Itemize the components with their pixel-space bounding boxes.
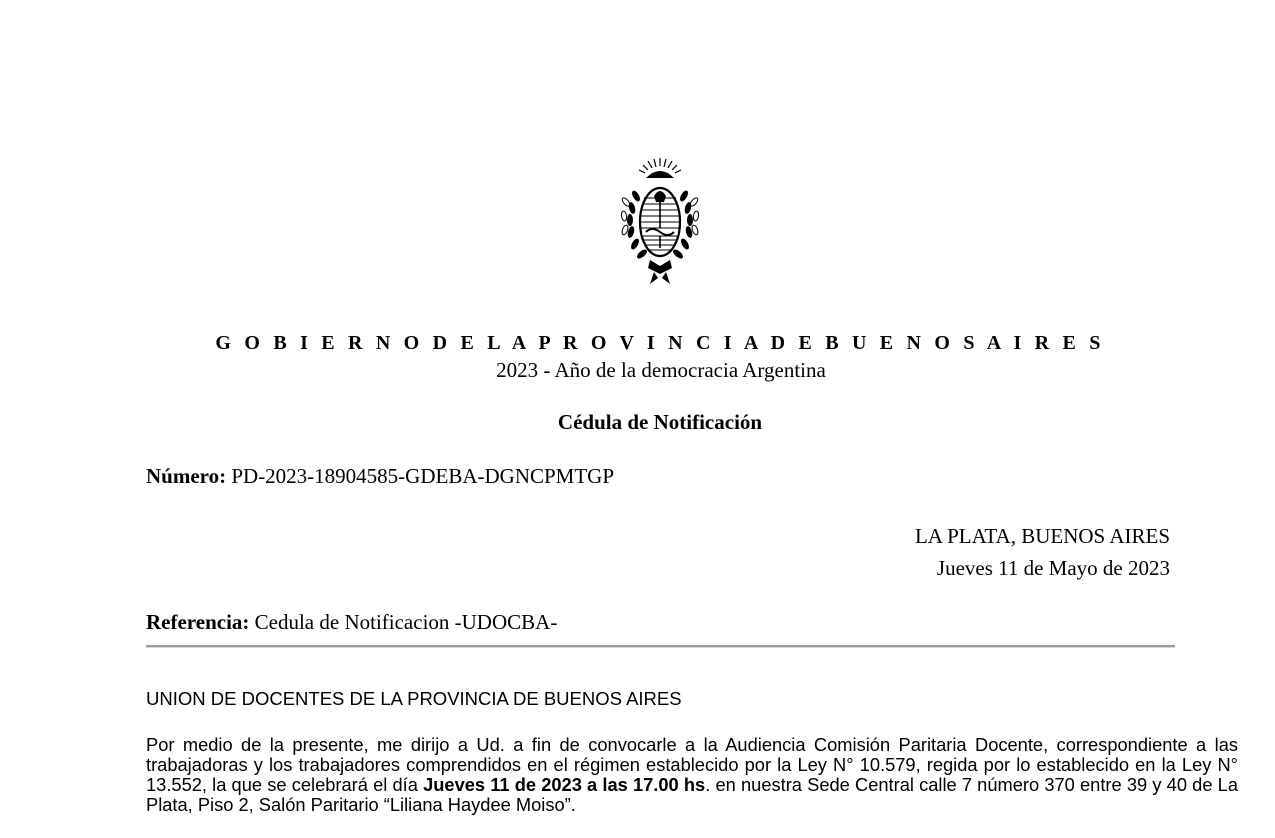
body-text-end: . en nuestra Sede Central calle 7 número 370 entre 39 y 40 de La Plata, Piso 2, Salón Paritario “Liliana Haydee Moiso”. xyxy=(146,774,1238,815)
document-number-value: PD-2023-18904585-GDEBA-DGNCPMTGP xyxy=(231,464,615,488)
reference-line xyxy=(146,608,557,636)
document-number-label: Número: xyxy=(146,464,227,488)
document-number-line xyxy=(146,462,614,490)
body-text-start: Por medio de la presente, me dirijo a Ud. a fin de convocarle a la Audiencia Comisión Paritaria Docente, correspondiente a las trabajadoras y los trabajadores comprendidos en el régimen establecido por la Ley N° 10.579, regida por lo establecido en la Ley N° 13.552, la que se celebrará el día xyxy=(146,734,1238,795)
reference-value: Cedula de Notificacion -UDOCBA- xyxy=(254,610,558,634)
body-text-bold-date: Jueves 11 de 2023 a las 17.00 hs xyxy=(423,774,706,795)
reference-label: Referencia: xyxy=(146,610,250,634)
government-heading: G O B I E R N O D E L A P R O V I N C I A D E B U E N O S A I R E S xyxy=(215,332,1105,354)
recipient-line: UNION DE DOCENTES DE LA PROVINCIA DE BUENOS AIRES xyxy=(146,688,682,709)
divider xyxy=(146,645,1175,648)
document-type-title: Cédula de Notificación xyxy=(557,410,763,434)
body-paragraph xyxy=(146,735,1238,815)
year-motto: 2023 - Año de la democracia Argentina xyxy=(496,358,826,382)
argentina-coat-of-arms-icon xyxy=(614,156,706,290)
date-line: Jueves 11 de Mayo de 2023 xyxy=(936,556,1170,580)
place-line: LA PLATA, BUENOS AIRES xyxy=(914,524,1170,548)
